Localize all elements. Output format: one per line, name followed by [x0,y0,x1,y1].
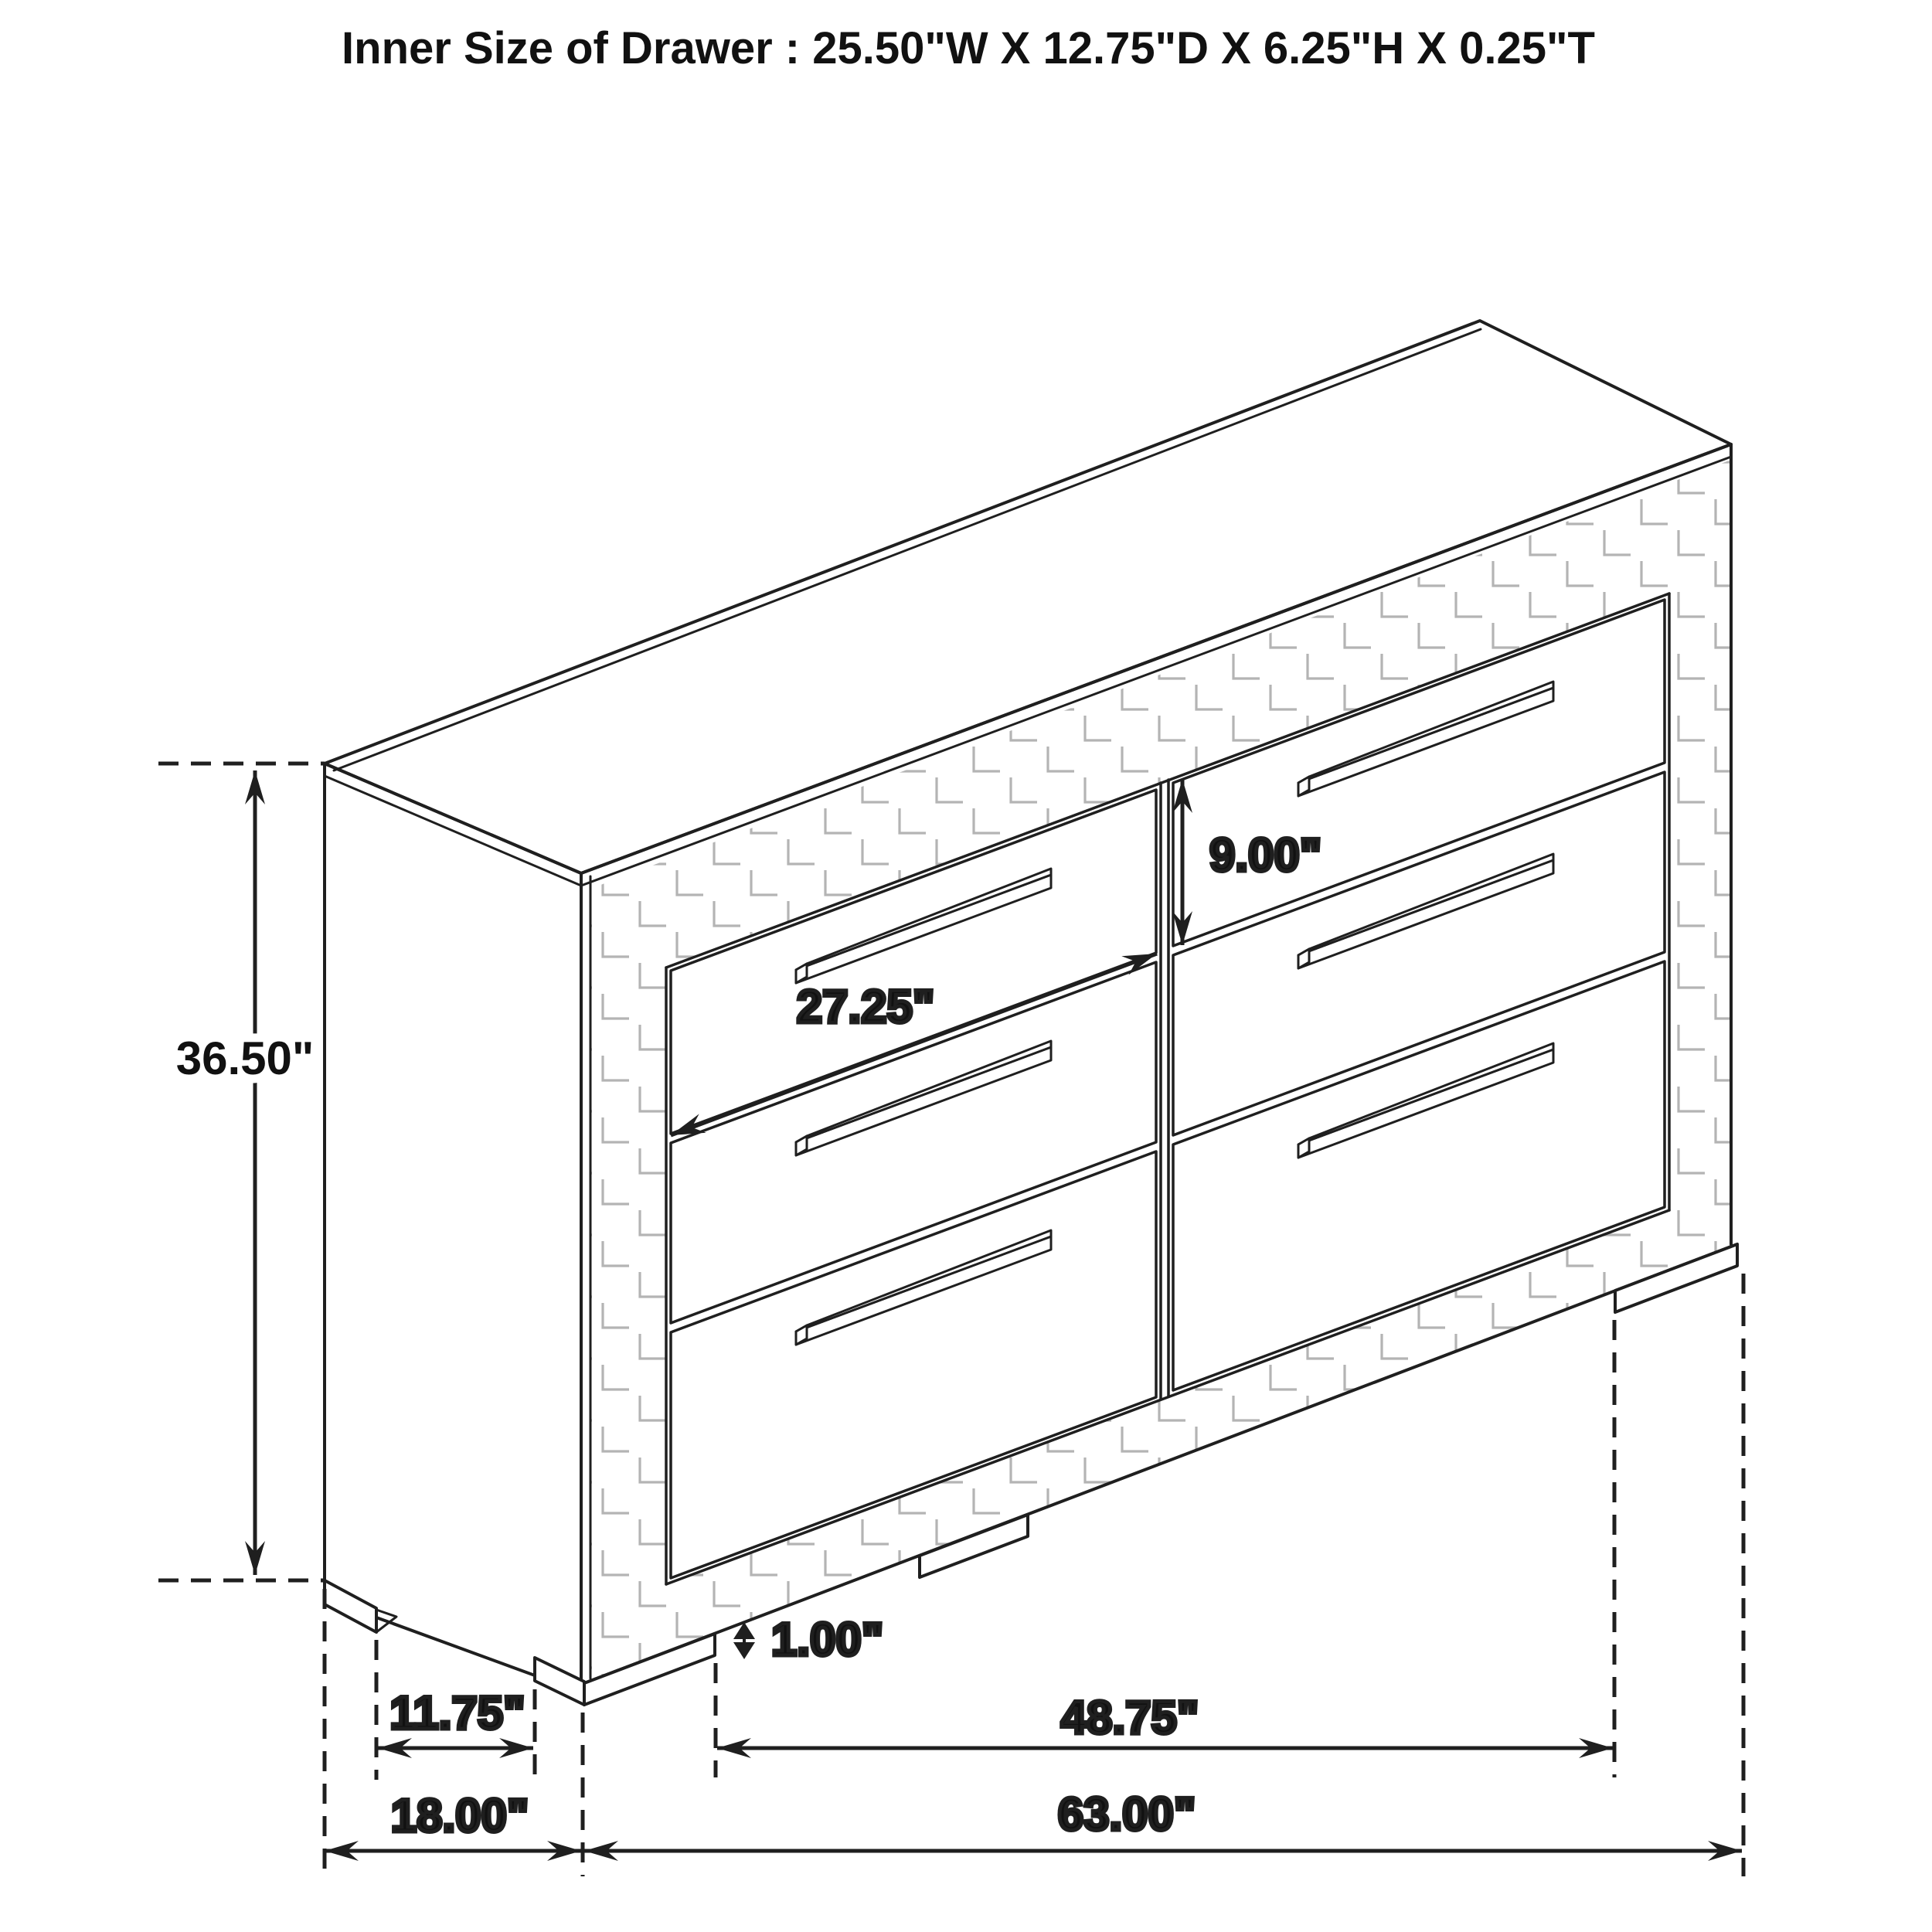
front-feet-span-label: 48.75" [1060,1692,1199,1743]
dresser-body [325,321,1737,1705]
side-feet-span-label: 11.75" [389,1687,526,1739]
base-clearance-label: 1.00" [771,1614,884,1665]
depth-label: 18.00" [390,1790,529,1842]
dimension-height [176,770,315,1575]
dresser-side-panel [325,764,584,1705]
dimension-side-feet-span [378,1687,533,1748]
height-label: 36.50" [175,1032,315,1084]
dimension-width [584,1788,1742,1851]
drawer-width-label: 27.25" [796,981,935,1032]
front-left-foot-side [535,1658,584,1705]
width-label: 63.00" [1057,1788,1196,1840]
back-left-foot [325,1580,376,1632]
drawer-height-label: 9.00" [1209,829,1322,881]
diagram-title: Inner Size of Drawer : 25.50"W X 12.75"D X 6.25"H X 0.25"T [342,23,1595,73]
dimension-depth [325,1790,581,1851]
dimension-base-clearance [733,1614,883,1665]
dimension-front-feet-span [717,1692,1613,1748]
